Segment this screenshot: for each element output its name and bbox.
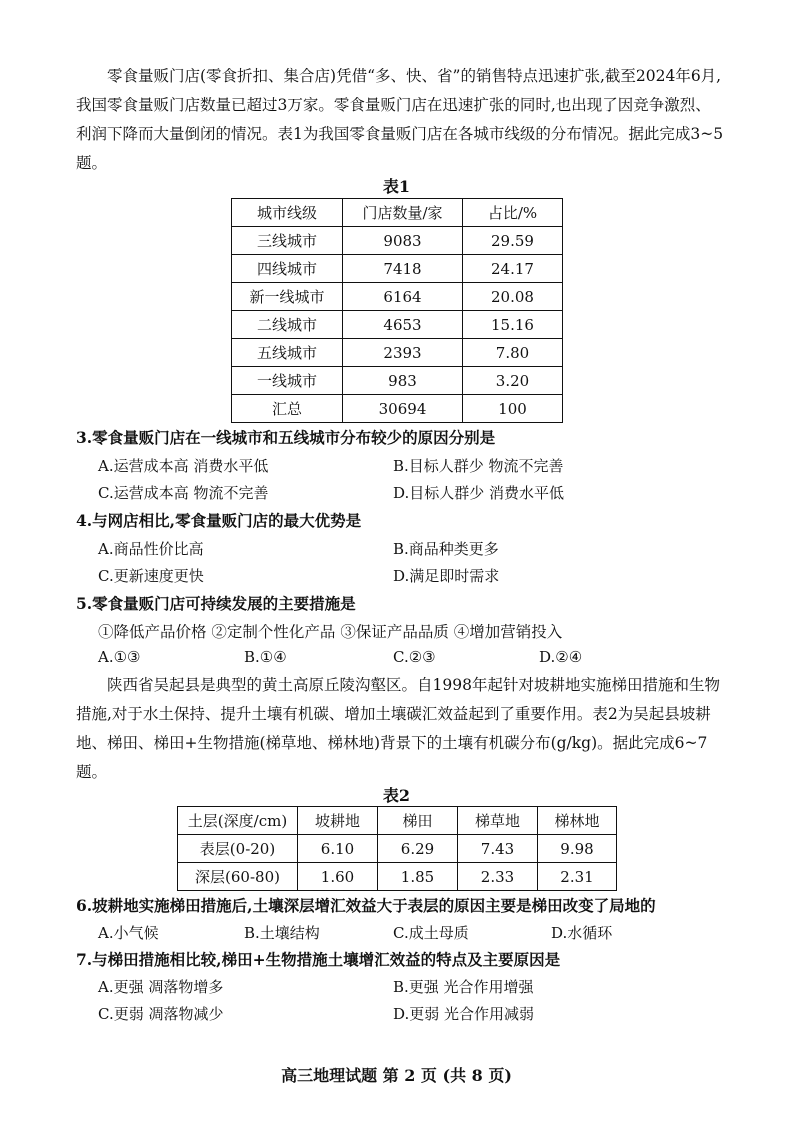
question-5-option-a: A.①③ [98, 648, 141, 666]
question-3-option-d: D.目标人群少 消费水平低 [393, 484, 565, 502]
table-cell: 四线城市 [232, 255, 343, 283]
table-cell: 2.33 [458, 863, 538, 891]
table-row [232, 311, 563, 339]
table-2-header-cell: 梯田 [378, 807, 458, 835]
question-5-items: ①降低产品价格 ②定制个性化产品 ③保证产品品质 ④增加营销投入 [98, 623, 563, 641]
table-cell: 24.17 [463, 255, 563, 283]
question-3-stem: 3.零食量贩门店在一线城市和五线城市分布较少的原因分别是 [76, 428, 496, 447]
table-2-header-cell: 梯林地 [538, 807, 617, 835]
table-row [178, 863, 617, 891]
table-cell: 2393 [343, 339, 463, 367]
question-3-option-a: A.运营成本高 消费水平低 [98, 457, 269, 475]
table-2-header-cell: 坡耕地 [298, 807, 378, 835]
table-cell: 3.20 [463, 367, 563, 395]
question-7-option-b: B.更强 光合作用增强 [393, 978, 534, 996]
table-cell: 1.60 [298, 863, 378, 891]
table-cell: 二线城市 [232, 311, 343, 339]
table-cell: 30694 [343, 395, 463, 423]
table-cell: 五线城市 [232, 339, 343, 367]
table-row [232, 367, 563, 395]
table-cell: 2.31 [538, 863, 617, 891]
passage-2: 陕西省吴起县是典型的黄土高原丘陵沟壑区。自1998年起针对坡耕地实施梯田措施和生物措施,对于水土保持、提升土壤有机碳、增加土壤碳汇效益起到了重要作用。表2为吴起县坡耕地、梯田、梯田+生物措施(梯草地、梯林地)背景下的土壤有机碳分布(g/kg)。据此完成6~7题。 [76, 676, 720, 781]
question-5-stem: 5.零食量贩门店可持续发展的主要措施是 [76, 594, 356, 613]
question-7-option-c: C.更弱 凋落物减少 [98, 1005, 224, 1023]
table-1-header-cell: 城市线级 [232, 199, 343, 227]
table-1-header-cell: 门店数量/家 [343, 199, 463, 227]
table-1-header-cell: 占比/% [463, 199, 563, 227]
table-row [232, 283, 563, 311]
table-cell: 新一线城市 [232, 283, 343, 311]
question-5-option-b: B.①④ [244, 648, 287, 666]
table-2-caption: 表2 [382, 786, 411, 805]
table-cell: 1.85 [378, 863, 458, 891]
table-2-header-cell: 土层(深度/cm) [178, 807, 298, 835]
table-cell: 20.08 [463, 283, 563, 311]
table-cell: 7.80 [463, 339, 563, 367]
table-cell: 4653 [343, 311, 463, 339]
question-6-stem: 6.坡耕地实施梯田措施后,土壤深层增汇效益大于表层的原因主要是梯田改变了局地的 [76, 896, 656, 915]
table-cell: 一线城市 [232, 367, 343, 395]
table-cell: 6.10 [298, 835, 378, 863]
question-6-option-c: C.成土母质 [393, 924, 469, 942]
question-7-option-d: D.更弱 光合作用减弱 [393, 1005, 535, 1023]
table-cell: 6164 [343, 283, 463, 311]
question-6-option-b: B.土壤结构 [244, 924, 320, 942]
question-6-option-d: D.水循环 [551, 924, 613, 942]
table-row [232, 395, 563, 423]
question-3-option-c: C.运营成本高 物流不完善 [98, 484, 269, 502]
question-4-option-a: A.商品性价比高 [98, 540, 204, 558]
table-1-caption: 表1 [382, 177, 411, 196]
question-7-stem: 7.与梯田措施相比较,梯田+生物措施土壤增汇效益的特点及主要原因是 [76, 950, 561, 969]
table-row [178, 835, 617, 863]
table-2 [177, 806, 617, 891]
table-1-header-row [232, 199, 563, 227]
question-5-option-c: C.②③ [393, 648, 436, 666]
question-6-option-a: A.小气候 [98, 924, 159, 942]
question-4-option-c: C.更新速度更快 [98, 567, 204, 585]
question-4-option-b: B.商品种类更多 [393, 540, 499, 558]
table-cell: 表层(0-20) [178, 835, 298, 863]
table-2-header-cell: 梯草地 [458, 807, 538, 835]
question-7-option-a: A.更强 凋落物增多 [98, 978, 224, 996]
table-cell: 汇总 [232, 395, 343, 423]
table-cell: 三线城市 [232, 227, 343, 255]
table-cell: 100 [463, 395, 563, 423]
table-cell: 深层(60-80) [178, 863, 298, 891]
question-3-option-b: B.目标人群少 物流不完善 [393, 457, 564, 475]
question-4-stem: 4.与网店相比,零食量贩门店的最大优势是 [76, 511, 362, 530]
table-cell: 9.98 [538, 835, 617, 863]
table-row [232, 339, 563, 367]
table-2-header-row [178, 807, 617, 835]
passage-1: 零食量贩门店(零食折扣、集合店)凭借“多、快、省”的销售特点迅速扩张,截至2024年6月,我国零食量贩门店数量已超过3万家。零食量贩门店在迅速扩张的同时,也出现了因竞争激烈、利润下降而大量倒闭的情况。表1为我国零食量贩门店在各城市线级的分布情况。据此完成3~5题。 [76, 67, 724, 172]
table-cell: 29.59 [463, 227, 563, 255]
table-row [232, 255, 563, 283]
table-cell: 983 [343, 367, 463, 395]
question-4-option-d: D.满足即时需求 [393, 567, 500, 585]
table-cell: 6.29 [378, 835, 458, 863]
table-cell: 7418 [343, 255, 463, 283]
table-row [232, 227, 563, 255]
table-1 [231, 198, 563, 423]
table-cell: 15.16 [463, 311, 563, 339]
page-footer: 高三地理试题 第 2 页 (共 8 页) [281, 1066, 512, 1085]
question-5-option-d: D.②④ [539, 648, 583, 666]
table-cell: 7.43 [458, 835, 538, 863]
table-cell: 9083 [343, 227, 463, 255]
